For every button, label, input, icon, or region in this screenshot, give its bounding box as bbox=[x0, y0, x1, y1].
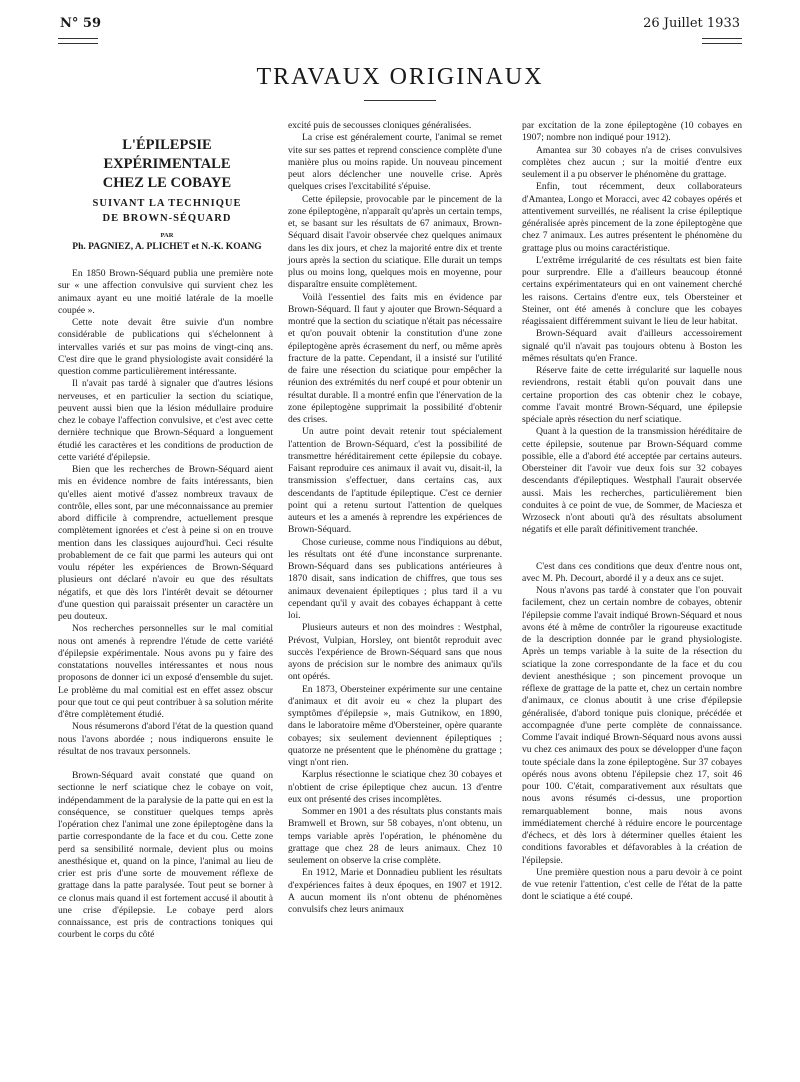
text-column-2 bbox=[288, 120, 502, 916]
paragraph: Nos recherches personnelles sur le mal comitial nous ont amenés à reprendre l'étude de cette variété d'épilepsie expérimentale. Nous avons pu y faire des constatations nouvelles intéressantes et nous nous proposons de donner ici un exposé d'ensemble du sujet. Le problème du mal comitial est en effet assez obscur pour que tout ce qui peut contribuer à sa solution mérite d'être complètement étudié. bbox=[58, 623, 273, 720]
paragraph: En 1873, Obersteiner expérimente sur une centaine d'animaux et dit avoir eu « chez la plupart des symptômes d'épilepsie », mais Gutnikow, en 1890, dans le laboratoire même d'Obersteiner, opère quarante cobayes; six seulement deviennent épileptiques ; quatorze ne présentent que le phénomène du grattage ; vingt n'ont rien. bbox=[288, 683, 502, 768]
paragraph: Cette note devait être suivie d'un nombre considérable de publications qui s'échelonnent à intervalles variés et sur pas moins de vingt-cinq ans. C'est dire que le grand physiologiste avait considéré la question comme particulièrement intéressante. bbox=[58, 317, 273, 377]
paragraph: excité puis de secousses cloniques généralisées. bbox=[288, 120, 472, 131]
paragraph: Chose curieuse, comme nous l'indiquions au début, les résultats ont été d'une inconstance surprenante. Brown-Séquard dans ses publications antérieures à 1870 disait, sans indication de chiffres, que tous ses animaux devenaient épileptiques ; plus tard il a vu cependant qu'il y avait des cobayes échappant à cette loi. bbox=[288, 536, 502, 621]
paragraph: Nous n'avons pas tardé à constater que l'on pouvait facilement, chez un certain nombre de cobayes, obtenir l'épilepsie comme l'avait indiqué Brown-Séquard et nous avons été à même de contrôler la rigoureuse exactitude de la description donnée par le grand physiologiste. Après un temps variable à la suite de la résection du sciatique la zone correspondante de la face et du cou devient anesthésique ; son pincement provoque un réflexe de grattage de la patte et, chez un certain nombre d'animaux, ce clonus aboutit à une crise d'épilepsie généralisée, d'abord tonique puis clonique, précédée et accompagnée d'une perte complète de connaissance. Comme l'avait indiqué Brown-Séquard nous avons aussi vu chez ces animaux des poux se développer d'une façon toute spéciale dans la zone épileptogène. Sur 37 cobayes opérés nous avons obtenu l'épilepsie chez 17, soit 46 pour 100. C'était, comparativement aux résultats que nous avons résumés ci-dessus, une proportion remarquablement bonne, mais nous avons immédiatement cherché à réduire encore le pourcentage d'échecs, et dès lors à déterminer quelles étaient les conditions favorables et défavorables à la création de l'épilepsie. bbox=[522, 585, 742, 866]
paragraph: L'extrême irrégularité de ces résultats est bien faite pour surprendre. Elle a d'ailleurs beaucoup étonné certains expérimentateurs qui en ont vainement cherché les raisons. Certains d'entre eux, tels Obersteiner et Steiner, ont été amenés à conclure que les cobayes réagissaient différemment suivant le lieu de leur habitat. bbox=[522, 254, 742, 327]
paragraph: Karplus résectionne le sciatique chez 30 cobayes et n'obtient de crise épileptique chez aucun. 13 d'entre eux ont présenté des crises incomplètes. bbox=[288, 769, 502, 805]
section-divider bbox=[364, 100, 436, 101]
paragraph: Il n'avait pas tardé à signaler que d'autres lésions nerveuses, et en particulier la section du sciatique, peuvent aussi bien que la lésion médullaire produire chez le cobaye l'affection convulsive, et c'est avec cette dernière technique que Brown-Séquard a longuement étudié les caractères et les conditions de production de cette variété d'épilepsie. bbox=[58, 378, 273, 463]
text-column-1 bbox=[58, 268, 273, 942]
paragraph: Plusieurs auteurs et non des moindres : Westphal, Prévost, Vulpian, Horsley, ont bientôt reproduit avec succès l'expérience de Brown-Séquard sans que nous ayons de précision sur le nombre des animaux qu'ils ont opérés. bbox=[288, 622, 502, 683]
paragraph: En 1912, Marie et Donnadieu publient les résultats d'expériences faites à deux époques, en 1907 et 1912. A aucun moment ils n'ont obtenu de phénomènes convulsifs chez leurs animaux bbox=[288, 867, 502, 915]
paragraph: par excitation de la zone épileptogène (10 cobayes en 1907; nombre non indiqué pour 1912). bbox=[522, 120, 742, 144]
issue-date: 26 Juillet 1933 bbox=[643, 16, 740, 31]
section-title: TRAVAUX ORIGINAUX bbox=[256, 64, 544, 90]
paragraph: Réserve faite de cette irrégularité sur laquelle nous reviendrons, restait établi qu'on pouvait dans une certaine proportion des cas obtenir chez le cobaye, comme l'avait montré Brown-Séquard, une épilepsie spéciale après résection du nerf sciatique. bbox=[522, 365, 742, 425]
article-subtitle-line-1: SUIVANT LA TECHNIQUE bbox=[92, 198, 242, 209]
paragraph: Bien que les recherches de Brown-Séquard aient mis en évidence nombre de faits intéressants, bien qu'elles aient motivé d'assez nombreux travaux de contrôle, elles sont, par une méconnaissance au premier abord difficile à comprendre, actuellement presque complètement ignorées et c'est à peine si on en trouve mention dans les classiques aujourd'hui. Ceci résulte probablement de ce fait que parmi les auteurs qui ont voulu répéter les expériences de Brown-Séquard plusieurs ont déclaré n'avoir eu que des résultats négatifs, et que dès lors l'intérêt devait se détourner d'une question qui paraissait présenter un caractère un peu douteux. bbox=[58, 464, 273, 622]
header-rule bbox=[58, 38, 98, 39]
paragraph: Une première question nous a paru devoir à ce point de vue retenir l'attention, c'est celle de l'état de la patte dont le sciatique a été coupé. bbox=[522, 866, 742, 903]
header-rule bbox=[702, 43, 742, 44]
paragraph: C'est dans ces conditions que deux d'entre nous ont, avec M. Ph. Decourt, abordé il y a deux ans ce sujet. bbox=[522, 560, 742, 584]
paragraph: Cette épilepsie, provocable par le pincement de la zone épileptogène, n'apparaît qu'après un certain temps, et, se basant sur les résultats de 67 animaux, Brown-Séquard disait l'avoir observée chez quelques animaux dans les dix jours, et chez la majorité entre dix et trente jours après la section du sciatique. Elle durait un temps plus ou moins long, quelques mois en moyenne, pour disparaître ensuite complètement. bbox=[288, 193, 502, 291]
header-rule bbox=[58, 43, 98, 44]
article-title-line-1: L'ÉPILEPSIE EXPÉRIMENTALE bbox=[103, 137, 231, 172]
paragraph: Voilà l'essentiel des faits mis en évidence par Brown-Séquard. Il faut y ajouter que Brown-Séquard a montré que la section du sciatique n'était pas nécessaire et qu'on pouvait obtenir la constitution d'une zone épileptogène après écrasement du nerf, ou même après fracture de la patte. Cependant, il a insisté sur l'utilité de faire une résection du sciatique pour empêcher la réunion des extrémités du nerf coupé et pour obtenir un résultat durable. Il a montré enfin que l'énervation de la zone épileptogène supprimait la possibilité d'obtenir des crises. bbox=[288, 291, 502, 425]
article-heading bbox=[58, 136, 276, 252]
header-rule bbox=[702, 38, 742, 39]
paragraph: Sommer en 1901 a des résultats plus constants mais Bramwell et Brown, sur 58 cobayes, n'ont obtenu, un temps variable après l'opération, le phénomène du grattage que chez 28 de leurs animaux. Chez 10 seulement on observe la crise complète. bbox=[288, 806, 502, 866]
paragraph: Brown-Séquard avait constaté que quand on sectionne le nerf sciatique chez le cobaye on voit, indépendamment de la paralysie de la patte qui en est la conséquence, se constituer quelques temps après l'opération chez l'animal une zone épileptogène dans la partie correspondante de la face et du cou. Cette zone perd sa sensibilité normale, devient plus ou moins anesthésique et, quand on la pince, l'animal au lieu de crier est pris d'une sorte de mouvement réflexe de grattage dans la patte paralysée. Tout peut se borner à ce clonus mais quand il est fortement accusé il aboutit à une crise d'épilepsie. Le cobaye perd alors connaissance, est pris de contractions toniques qui courbent le corps du côté bbox=[58, 770, 273, 941]
text-column-3 bbox=[522, 120, 742, 904]
paragraph: Nous résumerons d'abord l'état de la question quand nous l'avons abordée ; nous indiquerons ensuite le résultat de nos travaux personnels. bbox=[58, 721, 273, 757]
article-title-line-2: CHEZ LE COBAYE bbox=[102, 175, 232, 191]
paragraph: Quant à la question de la transmission héréditaire de cette épilepsie, soutenue par Brown-Séquard comme possible, elle a d'abord été acceptée par certains auteurs. Obersteiner dit l'avoir vue deux fois sur 32 cobayes descendants d'épileptiques. Westphall l'aurait observée aussi. Mais les recherches, particulièrement bien conduites à ce point de vue, de Sommer, de Maciesza et Wrzoseck n'ont abouti qu'à des résultats absolument négatifs et elle paraît définitivement tranchée. bbox=[522, 426, 742, 536]
paragraph: Un autre point devait retenir tout spécialement l'attention de Brown-Séquard, c'est la possibilité de transmettre héréditairement cette épilepsie du cobaye. Faisant reproduire ces animaux il avait vu, disait-il, la transmission s'effectuer, dans certains cas, aux descendants de l'aptitude épileptique. C'est ce dernier point qui a retenu surtout l'attention de quelques auteurs et les a amenés à reprendre les expériences de Brown-Séquard. bbox=[288, 426, 502, 536]
paragraph: Amantea sur 30 cobayes n'a de crises convulsives complètes chez aucun ; sur la moitié d'entre eux seulement il a pu observer le phénomène du grattage. bbox=[522, 144, 742, 180]
page-number: N° 59 bbox=[60, 16, 101, 31]
paragraph: Enfin, tout récemment, deux collaborateurs d'Amantea, Longo et Moracci, avec 42 cobayes opérés et attentivement surveillés, ne réalisent la crise épileptique généralisée après pincement de la zone épileptogène que chez 7 animaux. Les autres présentent le phénomène du grattage plus ou moins caractéristique. bbox=[522, 181, 742, 254]
paragraph: En 1850 Brown-Séquard publia une première note sur « une affection convulsive qui survient chez les animaux ayant eu une moitié latérale de la moelle coupée ». bbox=[58, 268, 273, 316]
article-par: PAR bbox=[160, 232, 174, 239]
paragraph: Brown-Séquard avait d'ailleurs accessoirement signalé qu'il n'avait pas toujours obtenu à Boston les mêmes résultats qu'en France. bbox=[522, 328, 742, 364]
article-subtitle-line-2: DE BROWN-SÉQUARD bbox=[102, 213, 232, 224]
article-authors: Ph. PAGNIEZ, A. PLICHET et N.-K. KOANG bbox=[72, 242, 262, 252]
paragraph: La crise est généralement courte, l'animal se remet vite sur ses pattes et reprend conscience complète d'une manière plus ou moins rapide. Un nouveau pincement peut alors déclencher une nouvelle crise. Après quelques crises l'excitabilité s'épuise. bbox=[288, 132, 502, 193]
